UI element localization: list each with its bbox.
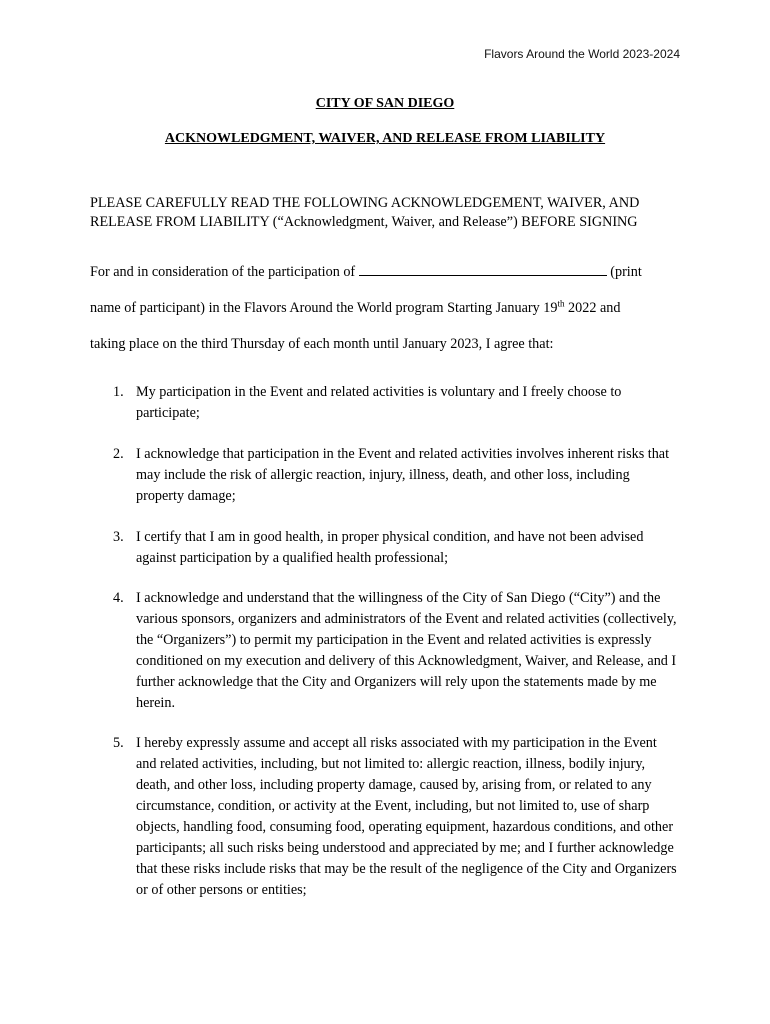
consideration-line-2-end: 2022 and — [564, 300, 621, 316]
list-item-text: My participation in the Event and related activities is voluntary and I freely choose to participate; — [136, 384, 622, 421]
consideration-text-end: (print — [610, 264, 642, 280]
city-title: CITY OF SAN DIEGO — [315, 96, 455, 111]
consideration-line-2-start: name of participant) in the Flavors Around the World program Starting January 19 — [90, 300, 558, 316]
waiver-title: ACKNOWLEDGMENT, WAIVER, AND RELEASE FROM LIABILITY — [164, 131, 606, 146]
list-item — [113, 733, 678, 901]
participant-name-blank[interactable] — [359, 262, 607, 276]
list-item-number: 1. — [113, 384, 124, 400]
list-item — [113, 588, 678, 714]
list-item-number: 4. — [113, 590, 124, 606]
list-item-number: 3. — [113, 529, 124, 545]
consideration-line-2 — [90, 299, 690, 318]
ordinal-suffix: th — [557, 298, 565, 309]
list-item-text: I hereby expressly assume and accept all risks associated with my participation in the Event and related activities, including, but not limited to: allergic reaction, illness, bodily injury, death, and other loss, including property damage, caused by, arising from, or related to any circumstance, condition, or activity at the Event, including, but not limited to, use of sharp objects, handling food, consuming food, operating equipment, hazardous conditions, and other participants; all such risks being understood and appreciated by me; and I further acknowledge that these risks include risks that may be the result of the negligence of the City and Organizers or of other persons or entities; — [136, 735, 677, 898]
document-header: Flavors Around the World 2023-2024 — [484, 47, 680, 61]
consideration-line-3: taking place on the third Thursday of each month until January 2023, I agree that: — [90, 336, 554, 352]
list-item — [113, 382, 678, 424]
consideration-text-start: For and in consideration of the participation of — [90, 264, 356, 280]
list-item — [113, 527, 678, 569]
list-item — [113, 444, 678, 507]
list-item-number: 5. — [113, 735, 124, 751]
list-item-text: I acknowledge and understand that the willingness of the City of San Diego (“City”) and the various sponsors, organizers and administrators of the Event and related activities (collectively, the “Organizers”) to permit my participation in the Event and related activities is expressly conditioned on my execution and delivery of this Acknowledgment, Waiver, and Release, and I further acknowledge that the City and Organizers will rely upon the statements made by me herein. — [136, 590, 677, 711]
list-item-text: I certify that I am in good health, in proper physical condition, and have not been advised against participation by a qualified health professional; — [136, 529, 644, 566]
consideration-line-1 — [90, 262, 690, 282]
list-item-text: I acknowledge that participation in the Event and related activities involves inherent risks that may include the risk of allergic reaction, injury, illness, death, and other loss, including property damage; — [136, 446, 670, 504]
caps-intro-paragraph: PLEASE CAREFULLY READ THE FOLLOWING ACKNOWLEDGEMENT, WAIVER, AND RELEASE FROM LIABILITY (“Acknowledgment, Waiver, and Release”) BEFORE SIGNING — [90, 195, 640, 230]
list-item-number: 2. — [113, 446, 124, 462]
